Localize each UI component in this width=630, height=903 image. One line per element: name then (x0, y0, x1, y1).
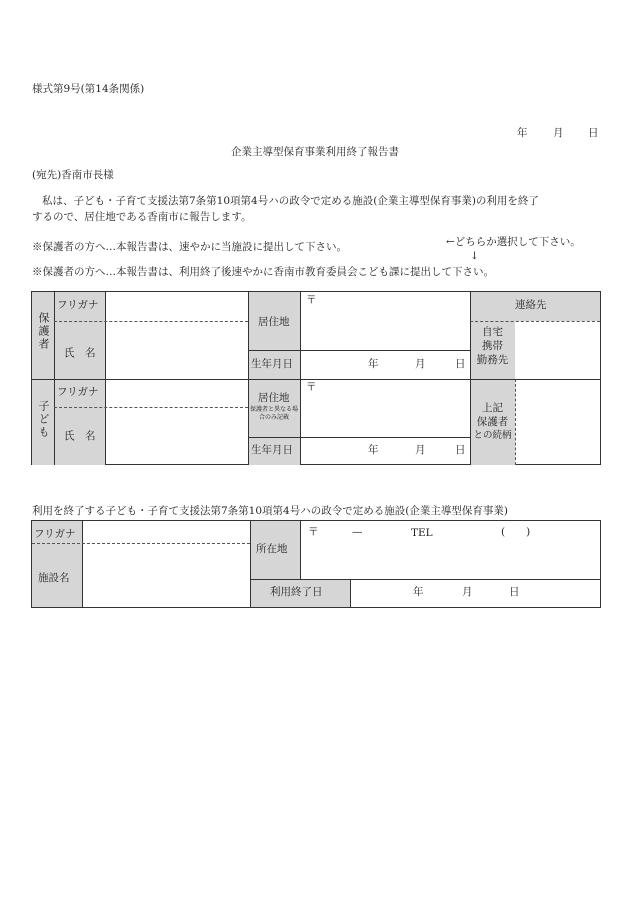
end-date-label: 利用終了日 (270, 586, 323, 598)
child-label: 子ども (37, 400, 50, 439)
guardian-name-field[interactable] (104, 321, 247, 378)
child-birth-year: 年 (368, 444, 379, 456)
facility-address-field[interactable] (300, 521, 600, 578)
child-residence-field[interactable] (300, 379, 469, 436)
date-month: 月 (553, 127, 564, 139)
relation-label-3: との続柄 (473, 430, 512, 441)
guardian-residence-label: 居住地 (258, 316, 290, 328)
child-residence-label: 居住地 (258, 392, 290, 404)
end-date-field[interactable] (350, 579, 600, 607)
facility-tel-paren: ( ) (501, 526, 531, 538)
contact-field[interactable] (515, 321, 600, 378)
child-name-label: 氏 名 (64, 430, 96, 442)
facility-furigana-label: フリガナ (34, 528, 76, 540)
document-title: 企業主導型保育事業利用終了報告書 (231, 146, 399, 158)
guardian-birth-year: 年 (368, 358, 379, 370)
child-furigana-label: フリガナ (57, 386, 99, 398)
guardian-birth-label: 生年月日 (251, 358, 293, 370)
note-option-2: ※保護者の方へ…本報告書は、利用終了後速やかに香南市教育委員会こども課に提出して下さい。 (32, 266, 494, 278)
relation-label-2: 保護者 (476, 416, 509, 428)
relation-label-1: 上記 (482, 402, 503, 414)
contact-work-label: 勤務先 (476, 354, 509, 366)
facility-name-label: 施設名 (38, 572, 70, 584)
guardian-postal-mark: 〒 (306, 294, 317, 306)
facility-address-label: 所在地 (256, 543, 288, 555)
child-furigana-field[interactable] (104, 379, 247, 406)
facility-tel-label: TEL (411, 527, 433, 539)
form-number: 様式第9号(第14条関係) (32, 83, 145, 95)
note-choose-instruction: ←どちらか選択して下さい。 (446, 236, 581, 248)
facility-postal-dash: — (352, 526, 363, 538)
contact-mobile-label: 携帯 (482, 340, 503, 352)
date-year: 年 (517, 127, 528, 139)
guardian-furigana-label: フリガナ (57, 299, 99, 311)
end-date-month: 月 (462, 586, 473, 598)
guardian-residence-field[interactable] (300, 292, 469, 349)
guardian-birth-month: 月 (415, 358, 426, 370)
child-postal-mark: 〒 (306, 381, 317, 393)
date-day: 日 (588, 127, 599, 139)
guardian-label: 保護者 (37, 312, 50, 351)
guardian-birth-day: 日 (455, 358, 466, 370)
contact-header: 連絡先 (515, 299, 547, 311)
guardian-name-label: 氏 名 (64, 347, 96, 359)
facility-furigana-field[interactable] (82, 521, 249, 542)
end-date-year: 年 (413, 586, 424, 598)
body-text-line1: 私は、子ども・子育て支援法第7条第10項第4号ハの政令で定める施設(企業主導型保育事業)の利用を終了 (42, 195, 539, 207)
down-arrow-icon: ↓ (470, 250, 479, 262)
facility-heading: 利用を終了する子ども・子育て支援法第7条第10項第4号ハの政令で定める施設(企業主導型保育事業) (32, 505, 508, 517)
child-birth-label: 生年月日 (251, 444, 293, 456)
child-residence-note: 保護者と異なる場合のみ記載 (249, 406, 298, 421)
child-name-field[interactable] (104, 407, 247, 464)
note-option-1: ※保護者の方へ…本報告書は、速やかに当施設に提出して下さい。 (32, 241, 347, 253)
relation-field[interactable] (515, 379, 600, 464)
child-birth-day: 日 (455, 444, 466, 456)
end-date-day: 日 (509, 586, 520, 598)
guardian-furigana-field[interactable] (104, 292, 247, 320)
addressee: (宛先)香南市長様 (32, 169, 114, 181)
facility-name-field[interactable] (82, 543, 249, 607)
contact-home-label: 自宅 (482, 326, 503, 338)
body-text-line2: するので、居住地である香南市に報告します。 (32, 211, 252, 223)
facility-postal-mark: 〒 (308, 526, 319, 538)
child-birth-month: 月 (415, 444, 426, 456)
